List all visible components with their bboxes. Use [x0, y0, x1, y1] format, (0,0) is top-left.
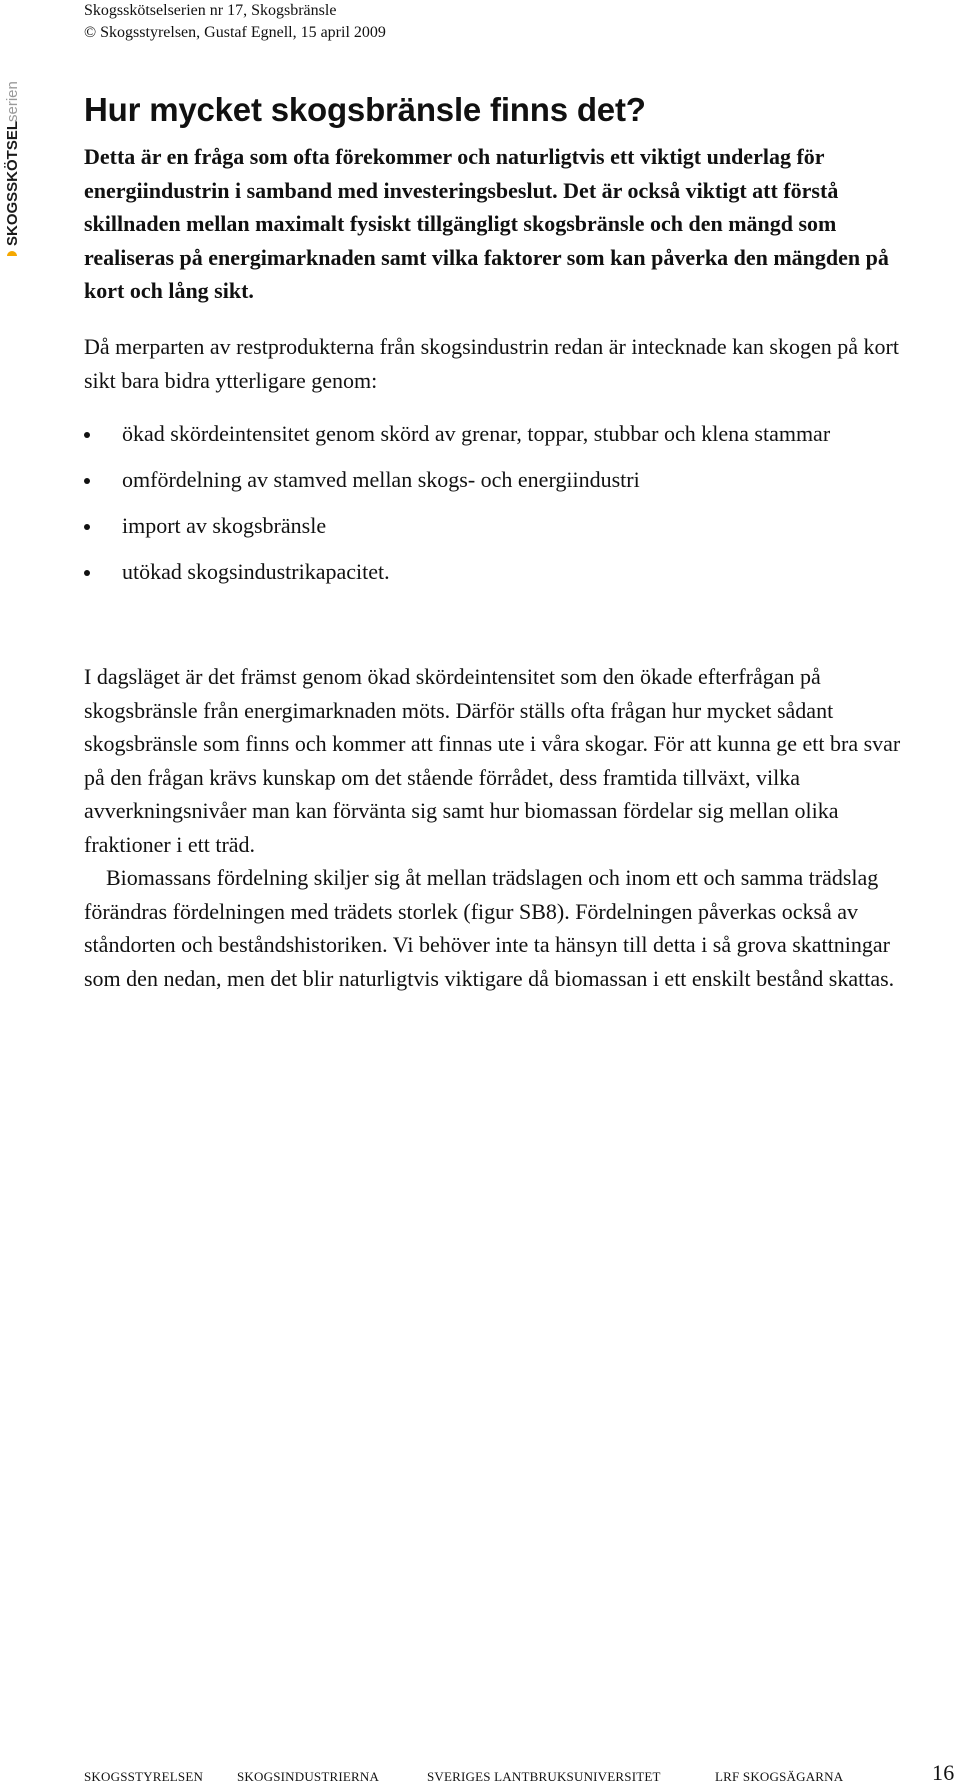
copyright-line: © Skogsstyrelsen, Gustaf Egnell, 15 april 2009	[84, 24, 386, 41]
list-item-text: ökad skördeintensitet genom skörd av grenar, toppar, stubbar och klena stammar	[122, 421, 831, 446]
logo-suffix-text: serien	[4, 81, 21, 122]
list-item	[84, 556, 920, 588]
bullet-list	[84, 418, 920, 588]
bullet-icon	[84, 432, 90, 438]
footer-org-slu: SVERIGES LANTBRUKSUNIVERSITET	[427, 1769, 661, 1784]
main-text-section	[84, 660, 920, 995]
bullet-icon	[84, 570, 90, 576]
series-logo-graphic	[2, 36, 24, 256]
bullet-icon	[84, 524, 90, 530]
footer-org-skogsstyrelsen: SKOGSSTYRELSEN	[84, 1769, 204, 1784]
page-number: 16	[932, 1760, 955, 1785]
intro-section	[84, 330, 920, 397]
logo-main-text: SKOGSSKÖTSEL	[4, 120, 21, 246]
running-header	[84, 0, 386, 44]
series-logo	[2, 36, 24, 256]
list-item	[84, 418, 920, 450]
body-paragraph-1: I dagsläget är det främst genom ökad skördeintensitet som den ökade efterfrågan på skogsbränsle från energimarknaden möts. Därför ställs ofta frågan hur mycket sådant skogsbränsle som finns och kommer att finnas ute i våra skogar. För att kunna ge ett bra svar på den frågan krävs kunskap om det stående förrådet, dess framtida tillväxt, vilka avverkningsnivåer man kan förvänta sig samt hur biomassan fördelar sig mellan olika fraktioner i ett träd.	[84, 664, 901, 857]
series-line: Skogsskötselserien nr 17, Skogsbränsle	[84, 2, 337, 19]
bullet-section	[84, 418, 920, 602]
lead-paragraph: Detta är en fråga som ofta förekommer och naturligtvis ett viktigt underlag för energiindustrin i samband med investeringsbeslut. Det är också viktigt att förstå skillnaden mellan maximalt fysiskt tillgängligt skogsbränsle och den mängd som realiseras på energimarknaden samt vilka faktorer som kan påverka den mängden på kort och lång sikt.	[84, 144, 889, 303]
footer-org-skogsindustrierna: SKOGSINDUSTRIERNA	[237, 1769, 380, 1784]
list-item-text: omfördelning av stamved mellan skogs- och energiindustri	[122, 467, 640, 492]
list-item-text: utökad skogsindustrikapacitet.	[122, 559, 390, 584]
page-footer	[84, 1760, 960, 1789]
list-item	[84, 510, 920, 542]
page-title: Hur mycket skogsbränsle finns det?	[84, 91, 646, 128]
bullet-icon	[84, 478, 90, 484]
body-paragraph-2: Biomassans fördelning skiljer sig åt mellan trädslagen och inom ett och samma trädslag förändras fördelningen med trädets storlek (figur SB8). Fördelningen påverkas också av ståndorten och beståndshistoriken. Vi behöver inte ta hänsyn till detta i så grova skattningar som den nedan, men det blir naturligtvis viktigare då biomassan i ett enskilt bestånd skattas.	[84, 865, 895, 991]
logo-dot-icon	[7, 251, 17, 256]
list-item	[84, 464, 920, 496]
list-item-text: import av skogsbränsle	[122, 513, 327, 538]
footer-org-lrf: LRF SKOGSÄGARNA	[715, 1769, 844, 1784]
intro-paragraph: Då merparten av restprodukterna från skogsindustrin redan är intecknade kan skogen på kort sikt bara bidra ytterligare genom:	[84, 334, 899, 393]
